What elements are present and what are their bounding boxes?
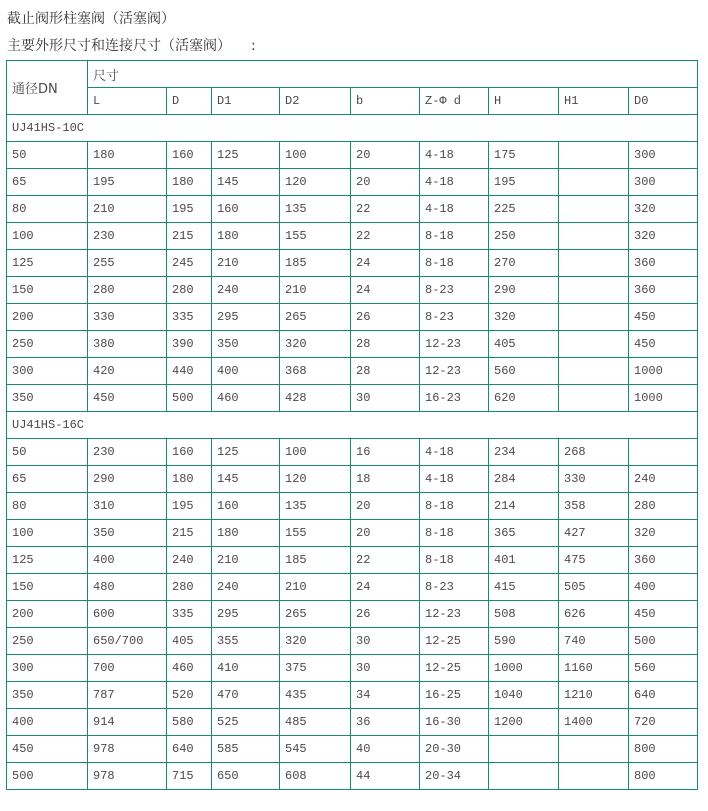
table-cell: 450 [629,331,698,358]
table-cell: 1200 [489,709,559,736]
column-header: b [351,88,420,115]
table-cell: 1040 [489,682,559,709]
dn-cell: 150 [7,277,88,304]
table-cell: 640 [167,736,212,763]
table-cell: 1000 [629,385,698,412]
table-cell: 1000 [489,655,559,682]
table-cell: 350 [88,520,167,547]
table-cell: 626 [559,601,629,628]
dimensions-table-body [7,61,698,790]
dn-cell: 100 [7,223,88,250]
table-row [7,142,698,169]
table-cell: 20-30 [420,736,489,763]
table-row [7,466,698,493]
table-cell: 8-18 [420,223,489,250]
table-cell: 240 [629,466,698,493]
table-caption [7,37,256,55]
table-cell: 590 [489,628,559,655]
table-row [7,493,698,520]
table-cell: 28 [351,358,420,385]
table-cell: 215 [167,223,212,250]
table-cell: 350 [212,331,280,358]
table-cell: 8-18 [420,493,489,520]
table-cell [629,439,698,466]
table-cell: 740 [559,628,629,655]
table-cell: 608 [280,763,351,790]
table-cell: 180 [212,223,280,250]
table-row [7,358,698,385]
table-cell: 650 [212,763,280,790]
table-cell: 720 [629,709,698,736]
dn-cell: 250 [7,628,88,655]
table-cell: 135 [280,196,351,223]
header-size: 尺寸 [88,61,698,88]
dn-cell: 350 [7,682,88,709]
table-cell: 250 [489,223,559,250]
table-cell: 300 [629,142,698,169]
table-cell: 410 [212,655,280,682]
table-cell: 12-25 [420,655,489,682]
table-cell: 265 [280,304,351,331]
dn-cell: 125 [7,547,88,574]
dn-cell: 80 [7,196,88,223]
table-cell: 580 [167,709,212,736]
table-cell: 360 [629,277,698,304]
table-cell: 265 [280,601,351,628]
table-cell: 620 [489,385,559,412]
table-cell: 715 [167,763,212,790]
table-cell: 20 [351,493,420,520]
table-cell: 700 [88,655,167,682]
table-cell: 335 [167,601,212,628]
table-cell: 508 [489,601,559,628]
table-cell: 135 [280,493,351,520]
dn-cell: 400 [7,709,88,736]
table-cell: 210 [280,574,351,601]
table-cell: 185 [280,250,351,277]
dn-cell: 150 [7,574,88,601]
table-cell: 26 [351,304,420,331]
table-cell: 255 [88,250,167,277]
table-cell: 12-23 [420,601,489,628]
table-cell [559,277,629,304]
table-cell: 640 [629,682,698,709]
table-cell: 290 [489,277,559,304]
table-cell: 20-34 [420,763,489,790]
table-cell: 401 [489,547,559,574]
column-header: Z-Φ d [420,88,489,115]
table-cell: 415 [489,574,559,601]
table-cell: 4-18 [420,196,489,223]
table-row [7,709,698,736]
table-cell: 30 [351,385,420,412]
table-cell: 8-18 [420,520,489,547]
table-row [7,655,698,682]
table-cell: 195 [88,169,167,196]
dn-cell: 200 [7,601,88,628]
column-header: D2 [280,88,351,115]
table-cell: 8-23 [420,277,489,304]
table-cell: 320 [629,196,698,223]
table-cell: 375 [280,655,351,682]
section-model: UJ41HS-10C [7,115,698,142]
header-row-size [7,61,698,88]
table-cell: 320 [489,304,559,331]
table-cell: 360 [629,547,698,574]
table-cell: 145 [212,466,280,493]
header-dn: 通径DN [7,61,88,115]
table-cell: 300 [629,169,698,196]
dn-cell: 500 [7,763,88,790]
table-cell: 560 [629,655,698,682]
table-cell: 800 [629,736,698,763]
table-caption-text: 主要外形尺寸和连接尺寸（活塞阀） [7,38,231,54]
table-cell [559,250,629,277]
table-cell: 125 [212,439,280,466]
table-row [7,169,698,196]
table-row [7,385,698,412]
table-cell [489,763,559,790]
table-cell: 234 [489,439,559,466]
table-cell: 320 [280,628,351,655]
table-cell: 978 [88,736,167,763]
table-cell: 22 [351,223,420,250]
table-cell: 420 [88,358,167,385]
table-row [7,763,698,790]
table-cell: 180 [212,520,280,547]
dn-cell: 50 [7,142,88,169]
table-cell: 310 [88,493,167,520]
table-cell: 225 [489,196,559,223]
table-cell: 240 [212,277,280,304]
table-row [7,277,698,304]
table-cell: 44 [351,763,420,790]
table-cell [489,736,559,763]
table-cell: 16-25 [420,682,489,709]
column-header: H [489,88,559,115]
table-cell: 525 [212,709,280,736]
table-cell: 12-25 [420,628,489,655]
table-cell: 8-23 [420,574,489,601]
table-cell: 180 [167,169,212,196]
table-cell: 480 [88,574,167,601]
table-cell: 145 [212,169,280,196]
table-cell: 268 [559,439,629,466]
table-cell: 40 [351,736,420,763]
dn-cell: 80 [7,493,88,520]
table-cell: 475 [559,547,629,574]
table-cell [559,169,629,196]
table-cell: 12-23 [420,331,489,358]
table-cell: 34 [351,682,420,709]
table-cell: 20 [351,520,420,547]
table-cell: 280 [88,277,167,304]
table-row [7,574,698,601]
table-cell: 22 [351,196,420,223]
table-cell: 290 [88,466,167,493]
table-cell: 210 [88,196,167,223]
table-cell: 4-18 [420,466,489,493]
page-title: 截止阀形柱塞阀（活塞阀） [7,11,175,27]
table-cell: 280 [167,277,212,304]
table-cell: 155 [280,520,351,547]
table-cell: 4-18 [420,142,489,169]
table-cell: 358 [559,493,629,520]
table-cell: 280 [629,493,698,520]
table-row [7,628,698,655]
column-header: D1 [212,88,280,115]
table-row [7,250,698,277]
section-model: UJ41HS-16C [7,412,698,439]
table-cell: 24 [351,250,420,277]
table-row [7,331,698,358]
table-cell [559,763,629,790]
table-row [7,223,698,250]
table-cell: 1000 [629,358,698,385]
table-cell: 485 [280,709,351,736]
table-row [7,682,698,709]
table-cell: 195 [167,196,212,223]
table-cell: 450 [629,304,698,331]
table-cell: 368 [280,358,351,385]
table-cell: 8-18 [420,547,489,574]
table-cell: 22 [351,547,420,574]
table-cell: 295 [212,304,280,331]
table-cell: 210 [280,277,351,304]
table-row [7,520,698,547]
table-cell: 427 [559,520,629,547]
table-cell: 214 [489,493,559,520]
table-cell: 450 [88,385,167,412]
table-cell: 560 [489,358,559,385]
dn-cell: 100 [7,520,88,547]
table-cell: 160 [167,439,212,466]
table-cell: 380 [88,331,167,358]
table-cell [559,196,629,223]
table-cell: 155 [280,223,351,250]
table-cell: 36 [351,709,420,736]
table-cell: 787 [88,682,167,709]
table-cell: 650/700 [88,628,167,655]
table-cell: 320 [629,520,698,547]
column-header: H1 [559,88,629,115]
section-row [7,115,698,142]
table-cell: 405 [489,331,559,358]
table-cell: 500 [167,385,212,412]
table-cell: 16-30 [420,709,489,736]
table-cell: 978 [88,763,167,790]
table-cell: 545 [280,736,351,763]
dn-cell: 450 [7,736,88,763]
table-caption-colon: : [251,38,256,54]
table-cell [559,385,629,412]
table-cell: 585 [212,736,280,763]
dn-cell: 350 [7,385,88,412]
table-cell [559,223,629,250]
table-cell: 435 [280,682,351,709]
table-row [7,547,698,574]
table-cell: 230 [88,439,167,466]
table-cell: 120 [280,169,351,196]
table-row [7,736,698,763]
column-header: L [88,88,167,115]
table-cell: 245 [167,250,212,277]
table-cell: 320 [280,331,351,358]
table-cell: 405 [167,628,212,655]
table-cell: 16-23 [420,385,489,412]
table-row [7,601,698,628]
table-cell: 195 [489,169,559,196]
table-cell: 4-18 [420,169,489,196]
header-row-columns [7,88,698,115]
column-header: D [167,88,212,115]
table-cell: 330 [88,304,167,331]
dn-cell: 200 [7,304,88,331]
table-cell: 1210 [559,682,629,709]
dn-cell: 50 [7,439,88,466]
table-cell: 20 [351,169,420,196]
dn-cell: 300 [7,655,88,682]
table-cell [559,736,629,763]
table-cell: 400 [629,574,698,601]
table-cell: 240 [167,547,212,574]
table-cell [559,331,629,358]
table-cell: 800 [629,763,698,790]
table-cell: 175 [489,142,559,169]
column-header: D0 [629,88,698,115]
dn-cell: 250 [7,331,88,358]
table-cell: 320 [629,223,698,250]
table-cell: 26 [351,601,420,628]
table-cell: 24 [351,277,420,304]
table-cell: 16 [351,439,420,466]
table-cell: 180 [88,142,167,169]
table-cell: 20 [351,142,420,169]
table-cell: 284 [489,466,559,493]
table-cell [559,358,629,385]
table-cell: 460 [167,655,212,682]
table-cell: 355 [212,628,280,655]
table-cell: 360 [629,250,698,277]
table-cell: 8-23 [420,304,489,331]
table-cell: 4-18 [420,439,489,466]
table-cell: 330 [559,466,629,493]
table-cell: 100 [280,142,351,169]
table-cell: 460 [212,385,280,412]
table-cell: 240 [212,574,280,601]
dn-cell: 65 [7,466,88,493]
table-cell: 160 [212,493,280,520]
table-cell: 428 [280,385,351,412]
table-cell: 195 [167,493,212,520]
table-cell: 210 [212,547,280,574]
dimensions-table [6,60,698,790]
table-cell: 365 [489,520,559,547]
table-cell: 8-18 [420,250,489,277]
table-row [7,304,698,331]
table-cell: 30 [351,628,420,655]
table-cell: 440 [167,358,212,385]
table-cell: 1160 [559,655,629,682]
table-cell: 180 [167,466,212,493]
table-cell: 270 [489,250,559,277]
table-cell: 505 [559,574,629,601]
table-cell: 160 [212,196,280,223]
table-cell: 390 [167,331,212,358]
table-cell: 470 [212,682,280,709]
table-cell: 520 [167,682,212,709]
table-cell: 400 [212,358,280,385]
table-cell: 185 [280,547,351,574]
dn-cell: 65 [7,169,88,196]
table-cell [559,304,629,331]
table-cell: 400 [88,547,167,574]
dn-cell: 300 [7,358,88,385]
dn-cell: 125 [7,250,88,277]
table-cell: 1400 [559,709,629,736]
table-cell: 30 [351,655,420,682]
table-cell: 295 [212,601,280,628]
table-cell: 28 [351,331,420,358]
table-cell: 18 [351,466,420,493]
table-cell: 600 [88,601,167,628]
table-cell: 120 [280,466,351,493]
table-cell: 160 [167,142,212,169]
table-cell: 24 [351,574,420,601]
table-cell: 210 [212,250,280,277]
table-cell: 914 [88,709,167,736]
table-cell [559,142,629,169]
table-cell: 100 [280,439,351,466]
table-cell: 215 [167,520,212,547]
table-row [7,439,698,466]
table-cell: 280 [167,574,212,601]
table-cell: 230 [88,223,167,250]
table-cell: 125 [212,142,280,169]
table-cell: 12-23 [420,358,489,385]
table-cell: 500 [629,628,698,655]
table-cell: 450 [629,601,698,628]
table-row [7,196,698,223]
table-cell: 335 [167,304,212,331]
section-row [7,412,698,439]
